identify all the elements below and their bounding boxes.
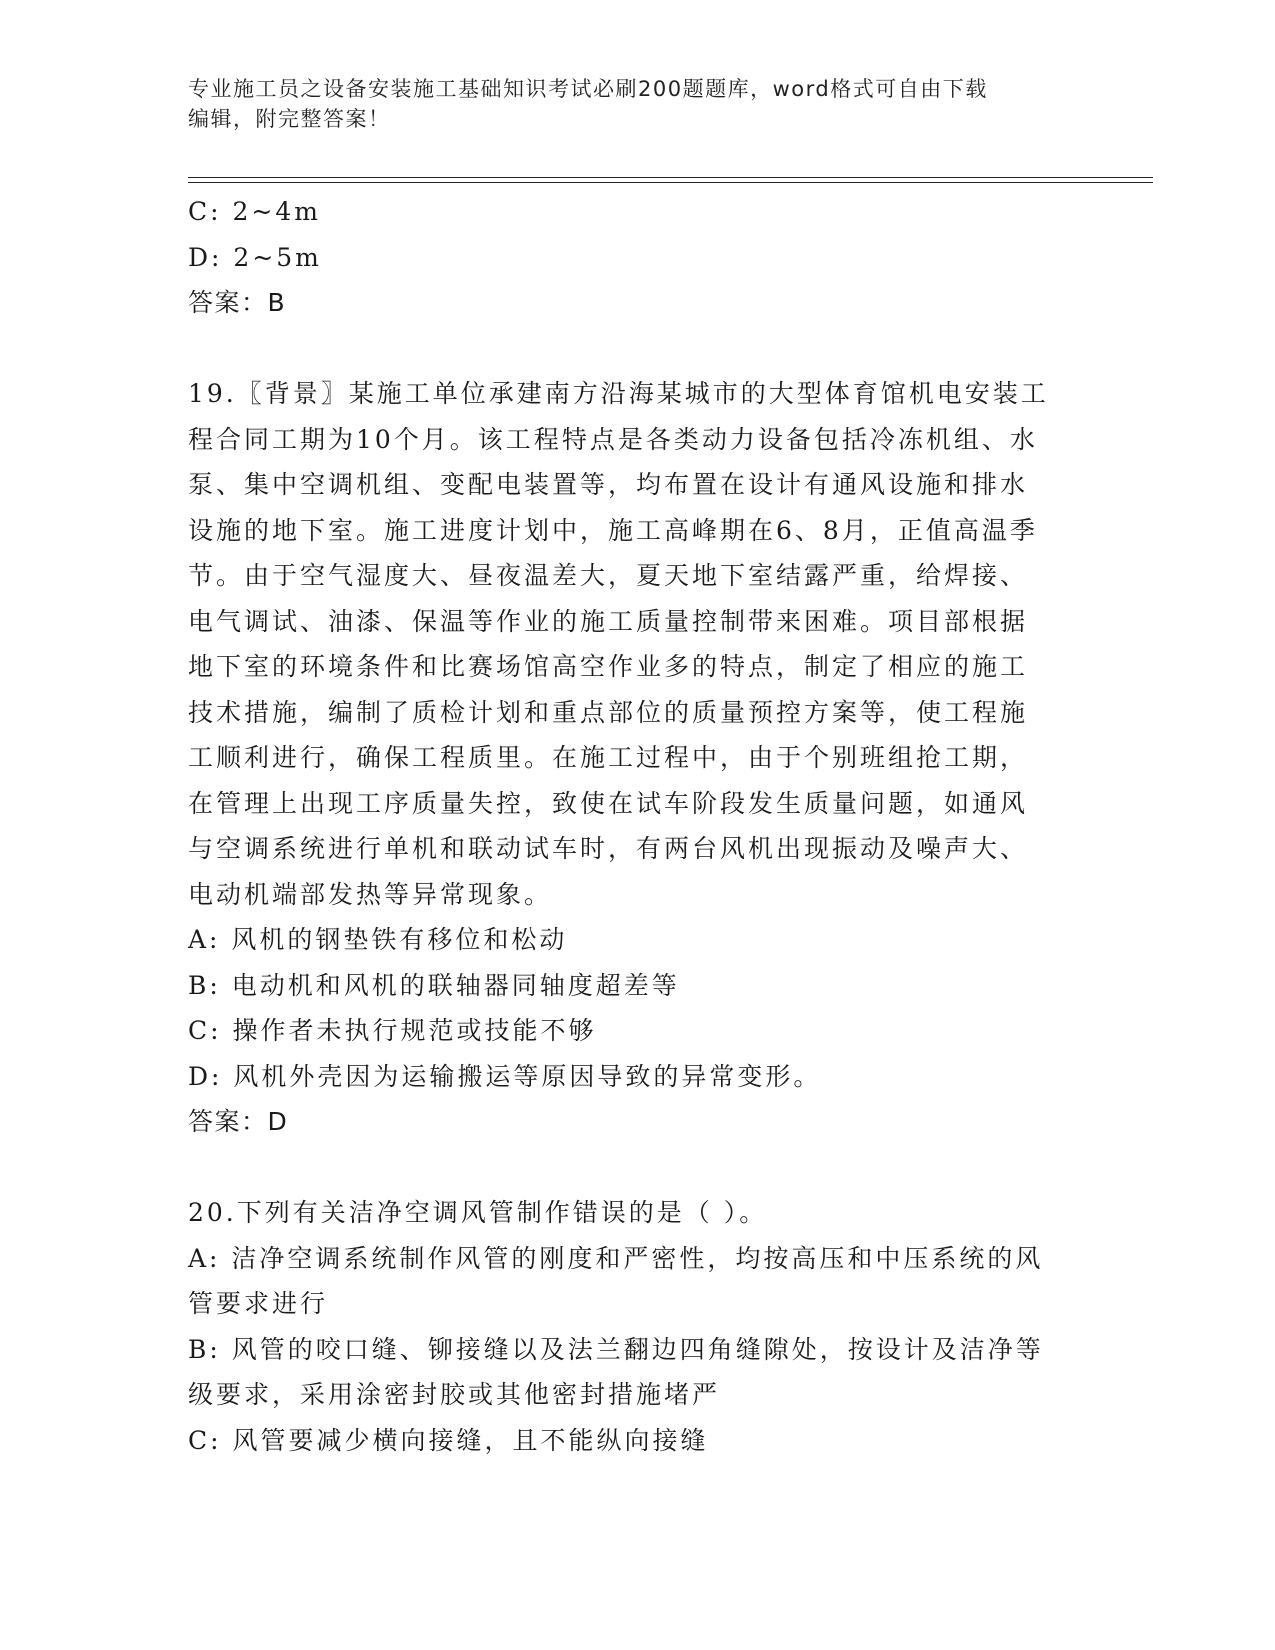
question-stem-line: 节。由于空气湿度大、昼夜温差大，夏天地下室结露严重，给焊接、 [188, 561, 1029, 590]
question-stem-line: 泵、集中空调机组、变配电装置等，均布置在设计有通风设施和排水 [188, 470, 1029, 499]
question-stem-line: 与空调系统进行单机和联动试车时，有两台风机出现振动及噪声大、 [188, 834, 1029, 863]
option-d: D: 2~5m [188, 242, 322, 272]
option-a: A: 风机的钢垫铁有移位和松动 [188, 925, 568, 954]
header-title-line-1: 专业施工员之设备安装施工基础知识考试必刷200题题库，word格式可自由下载 [188, 77, 988, 101]
answer-line: 答案：D [188, 1107, 289, 1136]
option-a: A: 洁净空调系统制作风管的刚度和严密性，均按高压和中压系统的风 [188, 1243, 1044, 1273]
question-stem-line: 电气调试、油漆、保温等作业的施工质量控制带来困难。项目部根据 [188, 606, 1029, 636]
option-b: B: 风管的咬口缝、铆接缝以及法兰翻边四角缝隙处，按设计及洁净等 [188, 1334, 1044, 1364]
option-b-continuation: 级要求，采用涂密封胶或其他密封措施堵严 [188, 1380, 721, 1409]
question-stem-line: 电动机端部发热等异常现象。 [188, 879, 553, 909]
header-title-line-2: 编辑，附完整答案！ [188, 107, 391, 131]
option-c: C: 2~4m [188, 197, 321, 226]
question-stem-line: 工顺利进行，确保工程质里。在施工过程中，由于个别班组抢工期， [188, 743, 1029, 772]
previous-question-tail [188, 189, 1088, 326]
question-stem: 20.下列有关洁净空调风管制作错误的是（ ）。 [188, 1198, 768, 1227]
question-stem-line: 在管理上出现工序质量失控，致使在试车阶段发生质量问题，如通风 [188, 788, 1029, 818]
question-stem-line: 19.〖背景〗某施工单位承建南方沿海某城市的大型体育馆机电安装工 [188, 379, 1049, 408]
question-stem-line: 设施的地下室。施工进度计划中，施工高峰期在6、8月，正值高温季 [188, 515, 1038, 545]
answer-line: 答案：B [188, 288, 287, 317]
question-stem-line: 地下室的环境条件和比赛场馆高空作业多的特点，制定了相应的施工 [188, 652, 1029, 681]
question-20 [188, 1190, 1088, 1463]
document-body [188, 189, 1088, 1463]
option-d: D: 风机外壳因为运输搬运等原因导致的异常变形。 [188, 1061, 822, 1091]
header-divider-bottom [188, 182, 1153, 183]
option-c: C: 操作者未执行规范或技能不够 [188, 1016, 597, 1045]
option-c: C: 风管要减少横向接缝，且不能纵向接缝 [188, 1425, 709, 1455]
question-stem-line: 技术措施，编制了质检计划和重点部位的质量预控方案等，使工程施 [188, 697, 1029, 727]
question-stem-line: 程合同工期为10个月。该工程特点是各类动力设备包括冷冻机组、水 [188, 424, 1038, 454]
question-19 [188, 371, 1088, 1145]
spacer [188, 326, 1088, 372]
option-a-continuation: 管要求进行 [188, 1289, 329, 1318]
page-header [188, 74, 1068, 134]
option-b: B: 电动机和风机的联轴器同轴度超差等 [188, 970, 680, 1000]
spacer [188, 1145, 1088, 1191]
header-divider-top [188, 177, 1153, 178]
